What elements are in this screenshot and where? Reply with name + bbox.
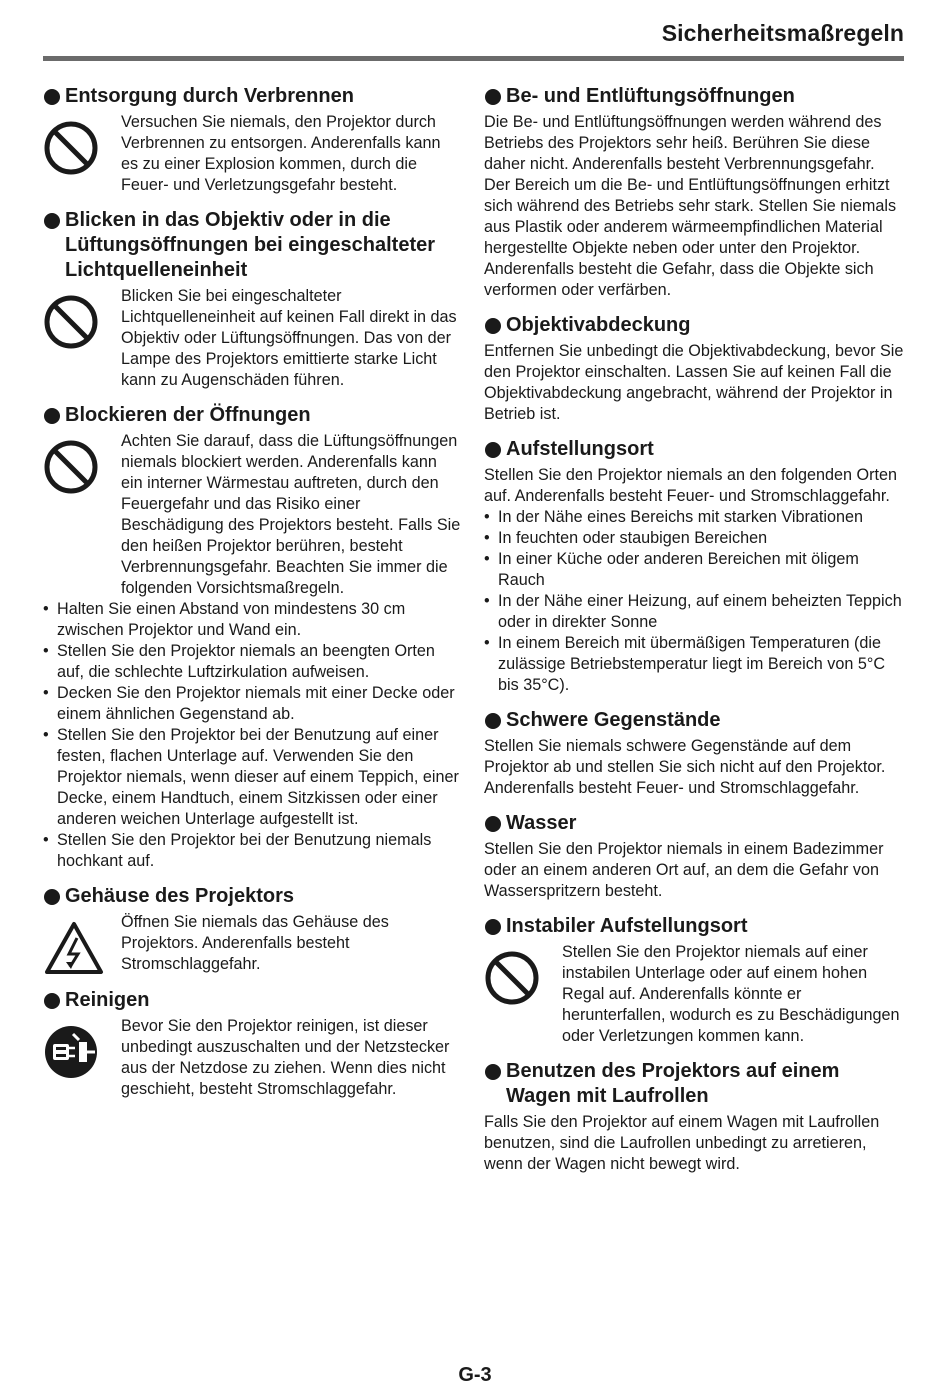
heading-text: Blockieren der Öffnungen — [65, 404, 311, 426]
icon-paragraph — [43, 1016, 461, 1100]
heading-text: Schwere Gegenstände — [506, 709, 721, 731]
section-body: Bevor Sie den Projektor reinigen, ist dieser unbedingt auszuschalten und der Netzstecker aus der Netzdose zu ziehen. Wenn dies nicht geschieht, besteht Stromschlaggefahr. — [121, 1017, 450, 1098]
icon-paragraph — [43, 286, 461, 391]
section-heading — [43, 208, 461, 283]
heading-bullet-icon — [485, 442, 501, 458]
section-wagen — [484, 1059, 904, 1175]
right-column — [484, 84, 904, 1187]
section-objektivabdeckung — [484, 313, 904, 425]
prohibition-icon — [43, 286, 121, 350]
section-body: Stellen Sie niemals schwere Gegenstände auf dem Projektor ab und stellen Sie sich nicht auf den Projektor. Anderenfalls besteht Feuer- und Stromschlaggefahr. — [484, 737, 886, 797]
list-item: • In der Nähe eines Bereichs mit starken Vibrationen — [484, 507, 904, 528]
heading-text: Be- und Entlüftungsöffnungen — [506, 85, 795, 107]
left-column — [43, 84, 461, 1112]
section-entsorgung — [43, 84, 461, 196]
section-heading — [484, 811, 904, 836]
section-body: Stellen Sie den Projektor niemals in einem Badezimmer oder an einem anderen Ort auf, an dem die Gefahr von Wasserspritzern besteht. — [484, 840, 884, 900]
heading-bullet-icon — [44, 889, 60, 905]
heading-bullet-icon — [485, 713, 501, 729]
section-belueftung — [484, 84, 904, 301]
prohibition-icon — [43, 431, 121, 495]
heading-bullet-icon — [485, 816, 501, 832]
section-body: Die Be- und Entlüftungsöffnungen werden während des Betriebs des Projektors sehr heiß. Berühren Sie diese daher nicht. Anderenfalls besteht Verbrennungsgefahr. Der Bereich um die Be- und Entlüftungsöffnungen erhitzt sich während des Betriebs sehr stark. Stellen Sie niemals aus Plastik oder anderem wärmeempfindlichen Material hergestellte Objekte neben oder unter den Projektor. Anderenfalls besteht die Gefahr, dass die Objekte sich verformen oder verfärben. — [484, 113, 897, 299]
section-wasser — [484, 811, 904, 902]
prohibition-icon — [43, 112, 121, 176]
precaution-list — [43, 599, 461, 872]
section-body: Falls Sie den Projektor auf einem Wagen mit Laufrollen benutzen, sind die Laufrollen unbedingt zu arretieren, wenn der Wagen nicht bewegt wird. — [484, 1113, 880, 1173]
location-list — [484, 507, 904, 696]
page-title: Sicherheitsmaßregeln — [661, 20, 904, 46]
icon-paragraph — [43, 431, 461, 599]
page-number: G-3 — [458, 1364, 492, 1386]
heading-text: Entsorgung durch Verbrennen — [65, 85, 354, 107]
heading-bullet-icon — [44, 408, 60, 424]
section-heading — [484, 708, 904, 733]
heading-text: Gehäuse des Projektors — [65, 885, 294, 907]
section-heading — [484, 1059, 904, 1109]
section-body: Versuchen Sie niemals, den Projektor durch Verbrennen zu entsorgen. Anderenfalls kann es zu einer Explosion kommen, durch die Feuer- und Verletzungsgefahr besteht. — [121, 113, 441, 194]
section-heading — [43, 988, 461, 1013]
section-reinigen — [43, 988, 461, 1100]
prohibition-icon — [484, 942, 562, 1006]
list-item: • In der Nähe einer Heizung, auf einem beheizten Teppich oder in direkter Sonne — [484, 591, 904, 633]
list-item: • Stellen Sie den Projektor bei der Benutzung auf einer festen, flachen Unterlage auf. Verwenden Sie den Projektor niemals, wenn dieser auf einem Teppich, einer Decke, einem Handtuch, einem Sitzkissen oder einer anderen weichen Unterlage aufgestellt ist. — [43, 725, 461, 830]
heading-bullet-icon — [44, 993, 60, 1009]
icon-paragraph — [484, 942, 904, 1047]
section-blockieren — [43, 403, 461, 872]
icon-paragraph — [43, 112, 461, 196]
list-item: • Stellen Sie den Projektor bei der Benutzung niemals hochkant auf. — [43, 830, 461, 872]
section-instabiler-aufstellungsort — [484, 914, 904, 1047]
heading-text: Instabiler Aufstellungsort — [506, 915, 748, 937]
section-body: Achten Sie darauf, dass die Lüftungsöffnungen niemals blockiert werden. Anderenfalls kann ein interner Wärmestau auftreten, durch den Feuergefahr und das Risiko einer Beschädigung des Projektors besteht. Falls Sie den heißen Projektor berühren, besteht Verbrennungsgefahr. Beachten Sie immer die folgenden Vorsichtsmaßregeln. — [121, 432, 461, 597]
header-divider — [43, 56, 904, 61]
heading-text: Aufstellungsort — [506, 438, 654, 460]
heading-text: Benutzen des Projektors auf einem Wagen mit Laufrollen — [506, 1060, 840, 1107]
heading-bullet-icon — [485, 919, 501, 935]
section-body: Stellen Sie den Projektor niemals auf einer instabilen Unterlage oder auf einem hohen Regal auf. Anderenfalls könnte er herunterfallen, wodurch es zu Beschädigungen oder Verletzungen kommen kann. — [562, 943, 900, 1045]
section-schwere-gegenstaende — [484, 708, 904, 799]
icon-paragraph — [43, 912, 461, 976]
section-body: Entfernen Sie unbedingt die Objektivabdeckung, bevor Sie den Projektor einschalten. Lassen Sie auf keinen Fall die Objektivabdeckung angebracht, während der Projektor in Betrieb ist. — [484, 342, 904, 423]
heading-bullet-icon — [485, 89, 501, 105]
list-item: • Stellen Sie den Projektor niemals an beengten Orten auf, die schlechte Luftzirkulation aufweisen. — [43, 641, 461, 683]
list-item: • In einer Küche oder anderen Bereichen mit öligem Rauch — [484, 549, 904, 591]
section-heading — [484, 313, 904, 338]
section-blicken — [43, 208, 461, 391]
section-gehaeuse — [43, 884, 461, 976]
list-item: • Decken Sie den Projektor niemals mit einer Decke oder einem ähnlichen Gegenstand ab. — [43, 683, 461, 725]
heading-text: Reinigen — [65, 989, 150, 1011]
heading-text: Objektivabdeckung — [506, 314, 691, 336]
list-item: • Halten Sie einen Abstand von mindestens 30 cm zwischen Projektor und Wand ein. — [43, 599, 461, 641]
section-heading — [484, 437, 904, 462]
electric-shock-warning-icon — [43, 912, 121, 976]
heading-bullet-icon — [485, 318, 501, 334]
list-item: • In feuchten oder staubigen Bereichen — [484, 528, 904, 549]
heading-text: Blicken in das Objektiv oder in die Lüftungsöffnungen bei eingeschalteter Lichtquelleneinheit — [65, 209, 436, 281]
list-item: • In einem Bereich mit übermäßigen Temperaturen (die zulässige Betriebstemperatur liegt im Bereich von 5°C bis 35°C). — [484, 633, 904, 696]
heading-bullet-icon — [44, 89, 60, 105]
section-heading — [484, 914, 904, 939]
section-heading — [43, 403, 461, 428]
section-heading — [43, 884, 461, 909]
heading-bullet-icon — [485, 1064, 501, 1080]
section-aufstellungsort — [484, 437, 904, 696]
unplug-icon — [43, 1016, 121, 1080]
section-heading — [484, 84, 904, 109]
heading-text: Wasser — [506, 812, 577, 834]
section-body: Öffnen Sie niemals das Gehäuse des Projektors. Anderenfalls besteht Stromschlaggefahr. — [121, 913, 389, 973]
section-body: Stellen Sie den Projektor niemals an den folgenden Orten auf. Anderenfalls besteht Feuer- und Stromschlaggefahr. — [484, 466, 898, 505]
heading-bullet-icon — [44, 213, 60, 229]
section-heading — [43, 84, 461, 109]
section-body: Blicken Sie bei eingeschalteter Lichtquelleneinheit auf keinen Fall direkt in das Objektiv oder Lüftungsöffnungen. Das von der Lampe des Projektors emittierte starke Licht kann zu Augenschäden führen. — [121, 287, 457, 389]
